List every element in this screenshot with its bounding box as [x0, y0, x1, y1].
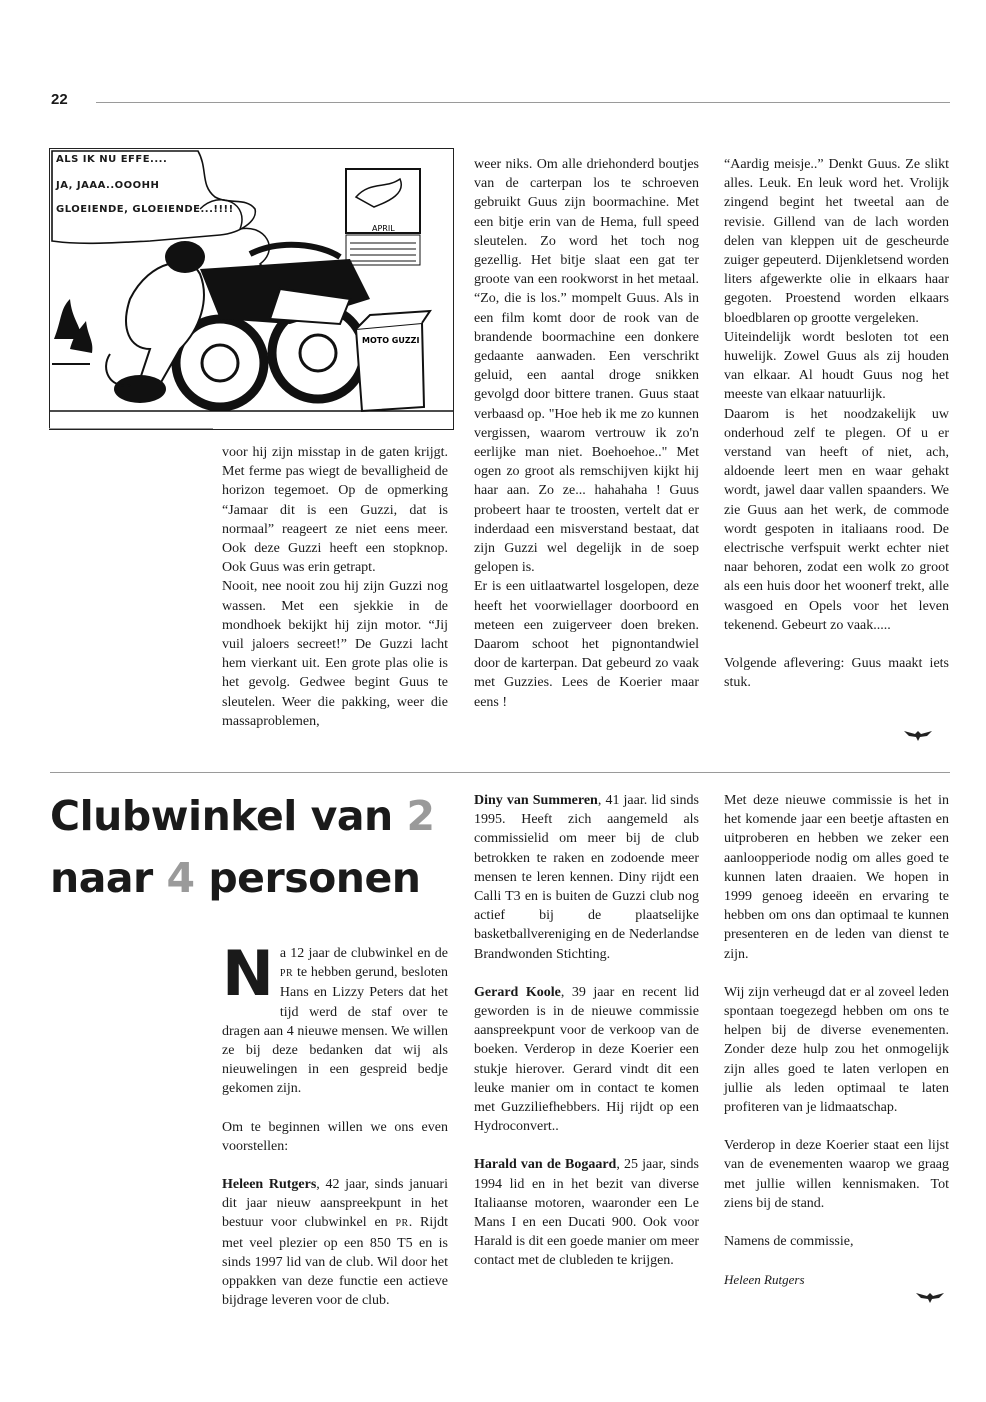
story-column-1 — [222, 443, 448, 731]
story-paragraph: Er is een uitlaatwartel losgelopen, deze heeft het voorwiellager doorboord en meteen een zuigerveer doen breken. Daarom schoot het pignontandwiel door de karterpan. Dat gebeurd zo vaak met Guzzies. Lees de Koerier maar eens ! — [474, 579, 699, 710]
club-eagle-logo-icon — [915, 1290, 945, 1304]
cartoon-illustration — [49, 148, 454, 430]
story-paragraph: Nooit, nee nooit zou hij zijn Guzzi nog wassen. Met een sjekkie in de mondhoek bekijkt hij zijn motor. “Jij vuil jaloers secreet!” De Guzzi lacht hem vierkant uit. Een grote plas olie is het gevolg. Gedwee begint Guus te sleutelen. Weer die pakking, weer die massaproblemen, — [222, 579, 448, 729]
article-paragraph: Verderop in deze Koerier staat een lijst van de evenementen waarop we graag met jullie willen kennismaken. Tot ziens bij de stand. — [724, 1138, 949, 1211]
headline-part2: naar — [50, 854, 167, 902]
bubble-line-1: ALS IK NU EFFE.... — [56, 154, 168, 165]
bubble-line-2: JA, JAAA..OOOHH — [56, 180, 160, 191]
story-paragraph: weer niks. Om alle driehonderd boutjes van de carterpan los te schroeven gebruikt Guus zijn boormachine. Met een bitje erin van de Hema, full speed sleutelen. Zo word het toch nog gezellig. Het bitje slaat een gat ter groote van een rookworst in het metaal. “Zo, die is los.” mompelt Guus. Als in een film komt door de rook van de brandende boormachine een donkere gedaante aanwaden. Een verschrikt geluid, een aantal droge snikken gevolgd door bittere tranen. Guus staat verbaasd op. "Hoe heb ik me zo kunnen vergissen, waarom vertrouw ik zo'n eerlijke man niet. Boehoehoe.." Met ogen zo groot als remschijven kijkt hij haar aan. Zo ze... hahahaha ! Guus probeert haar te troosten, vertelt dat er inderdaad een misverstand bestaat, dat zijn Guzzi wel degelijk in de soep gelopen is. — [474, 157, 699, 576]
story-paragraph: Uiteindelijk wordt besloten tot een huwelijk. Zowel Guus als zij houden van elkaar. Al houdt Guus nog het meeste van elkaar natuurlijk. — [724, 329, 949, 403]
page-number: 22 — [51, 91, 68, 108]
poster-label: APRIL — [372, 224, 395, 233]
drop-cap: N — [222, 937, 274, 1010]
cartoon-drawing — [50, 149, 453, 429]
section-rule — [50, 772, 950, 773]
headline-part1: Clubwinkel van — [50, 792, 407, 840]
member-heleen: Heleen Rutgers, 42 jaar, sinds januari dit jaar nieuw aanspreekpunt in het bestuur voor clubwinkel en PR. Rijdt met veel plezier op een 850 T5 en is sinds 1997 lid van de club. Wil door het oppakken van deze functie een actieve bijdrage leveren voor de club. — [222, 1177, 449, 1309]
article-column-3 — [724, 791, 949, 1289]
story-next-episode: Volgende aflevering: Guus maakt iets stuk. — [724, 656, 949, 691]
member-harald: Harald van de Bogaard, 25 jaar, sinds 1994 lid en in het bezit van diverse Italiaanse motoren, waaronder een Le Mans I en een Ducati 900. Ook voor Harald is dit een goede manier om meer contact met de clubleden te krijgen. — [474, 1157, 699, 1269]
article-closing: Namens de commissie, — [724, 1234, 854, 1250]
article-intro: Na 12 jaar de clubwinkel en de PR te hebben gerund, besloten Hans en Lizzy Peters dat het tijd werd de staf over te dragen aan 4 nieuwe mensen. We willen ze bij deze bedanken dat wij als nieuwelingen in een gespreid bedje gekomen zijn. — [222, 937, 448, 1097]
header-rule — [96, 102, 950, 103]
headline-part3: personen — [194, 854, 421, 902]
member-gerard: Gerard Koole, 39 jaar en recent lid geworden is in de nieuwe commissie aanspreekpunt voor de verkoop van de boeken. Verderop in deze Koerier een stukje hierover. Gerard vindt dit een leuke manier om in contact te komen met Guzziliefhebbers. Hij rijdt op een Hydroconvert.. — [474, 984, 700, 1135]
article-column-1 — [222, 937, 449, 1310]
cartoon-caption-rule — [49, 428, 213, 429]
box-label: MOTO GUZZI — [362, 336, 420, 345]
story-paragraph: “Aardig meisje..” Denkt Guus. Ze slikt alles. Leuk. En leuk word het. Vrolijk zingend begint het tweetal aan de revisie. Gillend van de lach worden delen van kleppen uit de gescheurde zuiger gepeuterd. Dijenkletsend worden liters afgewerkte olie in elkaars haar gegoten. Proestend worden elkaars bloedblaren op grootte vergeleken. — [724, 157, 949, 326]
article-headline — [50, 785, 450, 909]
bubble-line-3: GLOEIENDE, GLOEIENDE...!!!! — [56, 204, 234, 215]
story-paragraph: voor hij zijn misstap in de gaten krijgt. Met ferme pas wiegt de bevalligheid de horizon tegemoet. Op de opmerking “Jamaar dit is een Guzzi, dat is normaal” reageert ze niet eens meer. Ook deze Guzzi heeft een stopknop. Ook Guus was erin getrapt. — [222, 445, 448, 576]
headline-number-4: 4 — [166, 854, 195, 902]
story-column-3 — [724, 155, 949, 692]
article-intro-2: Om te beginnen willen we ons even voorstellen: — [222, 1119, 448, 1154]
club-eagle-logo-icon — [903, 728, 933, 742]
story-column-2 — [474, 155, 699, 712]
headline-number-2: 2 — [406, 792, 435, 840]
article-paragraph: Met deze nieuwe commissie is het in het komende jaar een beetje aftasten en uitproberen en hebben we zeker een aanloopperiode nodig om alles goed te kunnen laten draaien. We hopen in 1999 genoeg ideeën en ervaring te hebben om ons dan optimaal te kunnen presenteren en de leden van dienst te zijn. — [724, 793, 949, 962]
article-paragraph: Wij zijn verheugd dat er al zoveel leden spontaan toegezegd hebben om ons te helpen bij de diverse evenementen. Zonder deze hulp zou het onmogelijk zijn alles goed te laten verlopen en jullie als leden optimaal te laten profiteren van je lidmaatschap. — [724, 984, 949, 1116]
article-signature: Heleen Rutgers — [724, 1272, 805, 1288]
member-diny: Diny van Summeren, 41 jaar. lid sinds 1995. Heeft zich aangemeld als commissielid om meer bij de club betrokken te raken en zodoende meer mensen te leren kennen. Diny rijdt een Calli T3 en is buiten de Guzzi club nog actief bij de plaatselijke basketballvereniging en de Nederlandse Brandwonden Stichting. — [474, 793, 699, 962]
article-column-2 — [474, 791, 699, 1271]
story-paragraph: Daarom is het noodzakelijk uw onderhoud zelf te plegen. Of u er verstand van heeft of niet, ach, aldoende leert men en waar gehakt wordt, jawel daar vallen spaanders. We zie Guus aan het werk, de commode wordt gespoten in italiaans rood. De electrische verfspuit werkt echter niet naar behoren, zodat een wolk zo groot als een huis door het woonerf trekt, alle wasgoed en Opels voor het leven tekenend. Gebeurt zo vaak..... — [724, 406, 949, 633]
